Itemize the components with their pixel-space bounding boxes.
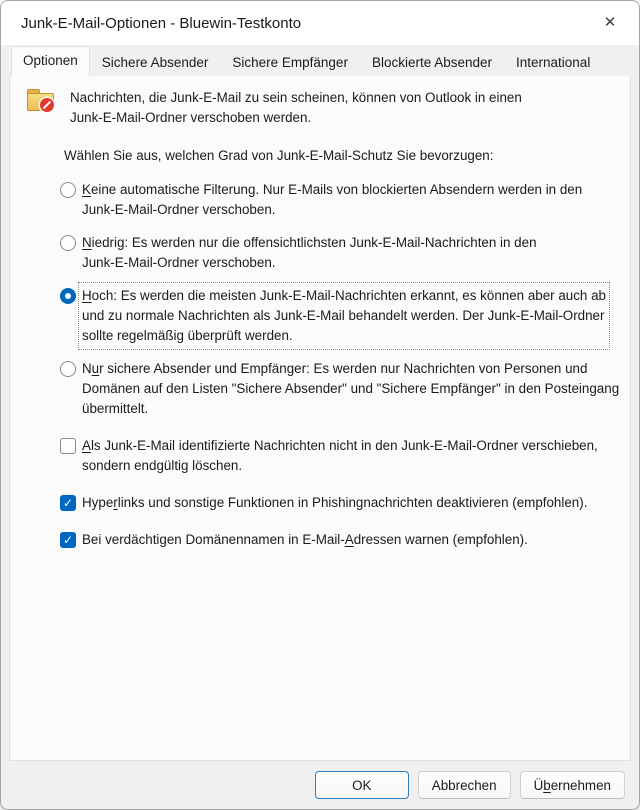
close-icon: ✕ (603, 14, 617, 31)
checkbox-label-hyperlinks-deaktivieren: Hyperlinks und sonstige Funktionen in Phishingnachrichten deaktivieren (empfohlen). (82, 495, 588, 510)
radio-label-hoch: Hoch: Es werden die meisten Junk-E-Mail-Nachrichten erkannt, es können aber auch ab und zu normale Nachrichten als Junk-E-Mail behandelt werden. Der Junk-E-Mail-Ordner sollte regelmäßig überprüft werden. (82, 286, 606, 346)
radio-button-nur-sichere[interactable] (60, 361, 76, 377)
dialog-button-bar (1, 761, 639, 809)
checkbox-endgueltig-loeschen[interactable] (60, 438, 76, 454)
tab-optionen[interactable]: Optionen (11, 46, 90, 76)
tab-panel-optionen (9, 75, 631, 761)
tab-sichere-absender[interactable]: Sichere Absender (101, 55, 209, 70)
checkbox-label-endgueltig-loeschen: Als Junk-E-Mail identifizierte Nachrichten nicht in den Junk-E-Mail-Ordner verschieben, sondern endgültig löschen. (82, 438, 598, 473)
intro-line: Nachrichten, die Junk-E-Mail zu sein scheinen, können von Outlook in einen (70, 90, 522, 105)
checkbox-hyperlinks-deaktivieren[interactable] (60, 495, 76, 511)
radio-button-niedrig[interactable] (60, 235, 76, 251)
checkbox-domaenennamen-warnen[interactable] (60, 532, 76, 548)
window-title: Junk-E-Mail-Optionen - Bluewin-Testkonto (21, 14, 302, 32)
tab-sichere-empfanger[interactable]: Sichere Empfänger (232, 55, 348, 70)
intro-text (70, 88, 522, 128)
radio-option-niedrig[interactable] (60, 233, 616, 273)
ok-button[interactable]: OK (315, 771, 409, 799)
tab-international[interactable]: International (516, 55, 591, 70)
checkbox-option-endgueltig-loeschen[interactable] (60, 436, 616, 476)
intro-line: Junk-E-Mail-Ordner verschoben werden. (70, 110, 312, 125)
abbrechen-button[interactable]: Abbrechen (418, 771, 511, 799)
blocked-badge-icon (40, 98, 54, 112)
intro-row (24, 88, 616, 128)
tab-blockierte-absender[interactable]: Blockierte Absender (371, 55, 493, 70)
titlebar (1, 1, 639, 45)
checkbox-option-domaenennamen-warnen[interactable] (60, 530, 616, 550)
radio-option-hoch[interactable] (60, 286, 616, 346)
radio-button-keine-filterung[interactable] (60, 182, 76, 198)
tab-strip (1, 45, 639, 76)
radio-label-nur-sichere: Nur sichere Absender und Empfänger: Es werden nur Nachrichten von Personen und Domänen auf den Listen "Sichere Absender" und "Sichere Empfänger" in den Posteingang übermittelt. (82, 361, 620, 416)
radio-label-keine-filterung: Keine automatische Filterung. Nur E-Mails von blockierten Absendern werden in den Junk-E-Mail-Ordner verschoben. (82, 182, 583, 217)
radio-option-nur-sichere[interactable] (60, 359, 620, 419)
junk-options-checkbox-group (60, 436, 616, 550)
uebernehmen-button[interactable]: Übernehmen (520, 771, 625, 799)
protection-level-prompt: Wählen Sie aus, welchen Grad von Junk-E-Mail-Schutz Sie bevorzugen: (64, 148, 494, 163)
radio-option-keine-filterung[interactable] (60, 180, 616, 220)
radio-label-niedrig: Niedrig: Es werden nur die offensichtlichsten Junk-E-Mail-Nachrichten in den Junk-E-Mail-Ordner verschoben. (82, 235, 537, 270)
checkbox-label-domaenennamen-warnen: Bei verdächtigen Domänennamen in E-Mail-Adressen warnen (empfohlen). (82, 532, 528, 547)
junk-folder-blocked-icon (27, 89, 57, 115)
checkbox-option-hyperlinks-deaktivieren[interactable] (60, 493, 616, 513)
close-button[interactable] (589, 4, 631, 41)
protection-level-radio-group (60, 180, 620, 419)
radio-button-hoch[interactable] (60, 288, 76, 304)
